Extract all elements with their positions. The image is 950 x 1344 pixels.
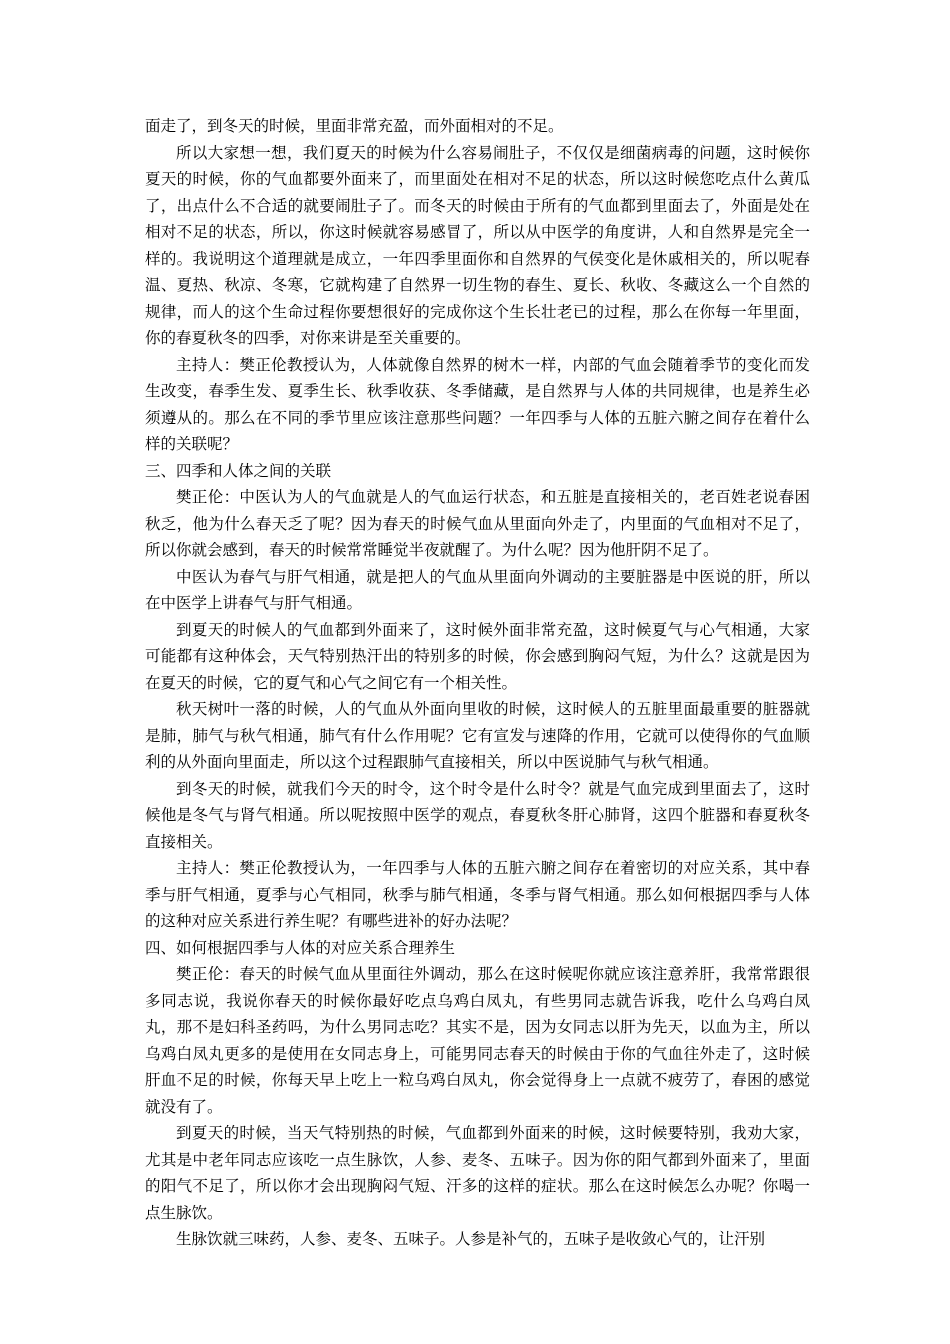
paragraph-14: 生脉饮就三味药，人参、麦冬、五味子。人参是补气的，五味子是收敛心气的，让汗别 (176, 1230, 766, 1248)
paragraph-3-host: 主持人：樊正伦教授认为，人体就像自然界的树木一样，内部的气血会随着季节的变化而发生改变，春季生发、夏季生长、秋季收获、冬季储藏，是自然界与人体的共同规律，也是养生必须遵从的。那么在不同的季节里应该注意那些问题？一年四季与人体的五脏六腑之间存在着什么样的关联呢？ (145, 355, 810, 453)
paragraph-7: 到夏天的时候人的气血都到外面来了，这时候外面非常充盈，这时候夏气与心气相通，大家可能都有这种体会，天气特别热汗出的特别多的时候，你会感到胸闷气短，为什么？这就是因为在夏天的时候，它的夏气和心气之间它有一个相关性。 (145, 620, 810, 692)
paragraph-10-host: 主持人：樊正伦教授认为，一年四季与人体的五脏六腑之间存在着密切的对应关系，其中春季与肝气相通，夏季与心气相同，秋季与肺气相通，冬季与肾气相通。那么如何根据四季与人体的这种对应关系进行养生呢？有哪些进补的好办法呢？ (145, 859, 810, 930)
document-page (145, 113, 810, 1253)
section-heading-4: 四、如何根据四季与人体的对应关系合理养生 (145, 938, 456, 957)
paragraph-2: 所以大家想一想，我们夏天的时候为什么容易闹肚子，不仅仅是细菌病毒的问题，这时候你夏天的时候，你的气血都要外面来了，而里面处在相对不足的状态，所以这时候您吃点什么黄瓜了，出点什么不合适的就要闹肚子了。而冬天的时候由于所有的气血都到里面去了，外面是处在相对不足的状态，所以，你这时候就容易感冒了，所以从中医学的角度讲，人和自然界是完全一样的。我说明这个道理就是成立，一年四季里面你和自然界的气侯变化是休戚相关的，所以呢春温、夏热、秋凉、冬寒，它就构建了自然界一切生物的春生、夏长、秋收、冬藏这么一个自然的规律，而人的这个生命过程你要想很好的完成你这个生长壮老已的过程，那么在你每一年里面，你的春夏秋冬的四季，对你来讲是至关重要的。 (145, 143, 810, 347)
paragraph-6: 中医认为春气与肝气相通，就是把人的气血从里面向外调动的主要脏器是中医说的肝，所以在中医学上讲春气与肝气相通。 (145, 567, 810, 612)
section-heading-3: 三、四季和人体之间的关联 (145, 461, 332, 480)
paragraph-5: 樊正伦：中医认为人的气血就是人的气血运行状态，和五脏是直接相关的，老百姓老说春困秋乏，他为什么春天乏了呢？因为春天的时候气血从里面向外走了，内里面的气血相对不足了，所以你就会感到，春天的时候常常睡觉半夜就醒了。为什么呢？因为他肝阴不足了。 (145, 488, 810, 559)
paragraph-1: 面走了，到冬天的时候，里面非常充盈，而外面相对的不足。 (145, 117, 564, 135)
paragraph-9: 到冬天的时候，就我们今天的时令，这个时令是什么时令？就是气血完成到里面去了，这时候他是冬气与肾气相通。所以呢按照中医学的观点，春夏秋冬肝心肺肾，这四个脏器和春夏秋冬直接相关。 (145, 779, 810, 851)
paragraph-8: 秋天树叶一落的时候，人的气血从外面向里收的时候，这时候人的五脏里面最重要的脏器就是肺，肺气与秋气相通，肺气有什么作用呢？它有宣发与速降的作用，它就可以使得你的气血顺利的从外面向里面走，所以这个过程跟肺气直接相关，所以中医说肺气与秋气相通。 (145, 700, 810, 771)
paragraph-12: 樊正伦：春天的时候气血从里面往外调动，那么在这时候呢你就应该注意养肝，我常常跟很多同志说，我说你春天的时候你最好吃点乌鸡白凤丸，有些男同志就告诉我，吃什么乌鸡白凤丸，那不是妇科圣药吗，为什么男同志吃？其实不是，因为女同志以肝为先天，以血为主，所以乌鸡白凤丸更多的是使用在女同志身上，可能男同志春天的时候由于你的气血往外走了，这时候肝血不足的时候，你每天早上吃上一粒乌鸡白凤丸，你会觉得身上一点就不疲劳了，春困的感觉就没有了。 (145, 965, 810, 1116)
paragraph-13: 到夏天的时候，当天气特别热的时候，气血都到外面来的时候，这时候要特别，我劝大家，尤其是中老年同志应该吃一点生脉饮，人参、麦冬、五味子。因为你的阳气都到外面来了，里面的阳气不足了，所以你才会出现胸闷气短、汗多的这样的症状。那么在这时候怎么办呢？你喝一点生脉饮。 (145, 1124, 810, 1222)
